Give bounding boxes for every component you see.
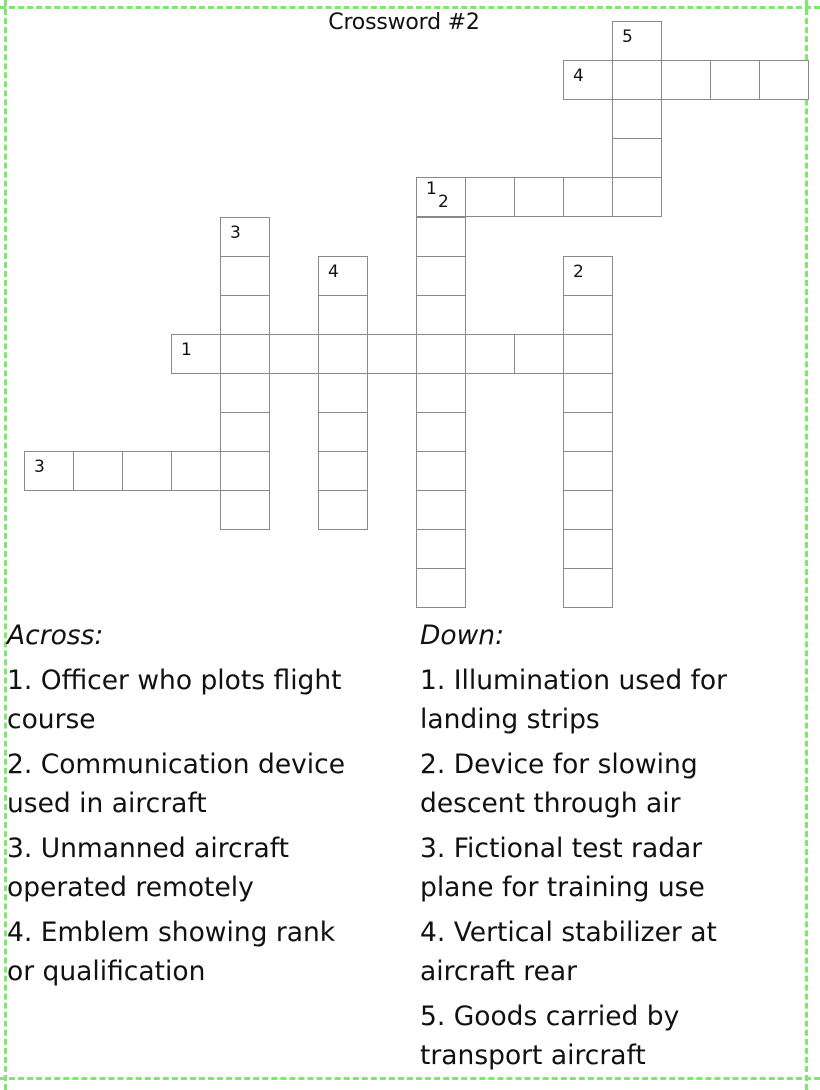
grid-cell[interactable] — [563, 60, 613, 100]
grid-cell[interactable] — [563, 529, 613, 569]
across-clue-1 — [7, 661, 402, 739]
clue-text-line: 5. Goods carried by — [420, 1001, 680, 1032]
grid-cell[interactable] — [318, 373, 368, 413]
grid-cell[interactable] — [318, 412, 368, 452]
grid-cell[interactable] — [759, 60, 809, 100]
grid-cell[interactable] — [416, 568, 466, 608]
down-clue-1 — [420, 661, 800, 739]
grid-cell[interactable] — [416, 490, 466, 530]
clue-number: 1 — [181, 340, 192, 360]
grid-cell[interactable] — [563, 451, 613, 491]
clue-text-line: 4. Emblem showing rank — [7, 917, 336, 948]
grid-cell[interactable] — [73, 451, 123, 491]
grid-cell[interactable] — [612, 138, 662, 178]
grid-cell[interactable] — [220, 217, 270, 257]
down-clue-4 — [420, 913, 800, 991]
grid-cell[interactable] — [563, 373, 613, 413]
grid-cell[interactable] — [220, 256, 270, 296]
clue-text-line: plane for training use — [420, 872, 705, 903]
clue-number: 3 — [230, 223, 241, 243]
grid-cell[interactable] — [661, 60, 711, 100]
clue-text-line: 2. Device for slowing — [420, 749, 698, 780]
grid-cell[interactable] — [416, 295, 466, 335]
grid-cell[interactable] — [220, 490, 270, 530]
clue-text-line: 3. Unmanned aircraft — [7, 833, 289, 864]
clue-number: 4 — [573, 66, 584, 86]
clue-number: 1 — [426, 179, 437, 199]
grid-cell[interactable] — [416, 177, 466, 217]
grid-cell[interactable] — [416, 451, 466, 491]
grid-cell[interactable] — [465, 334, 515, 374]
grid-cell[interactable] — [416, 412, 466, 452]
grid-cell[interactable] — [318, 334, 368, 374]
grid-cell[interactable] — [220, 334, 270, 374]
grid-cell[interactable] — [220, 412, 270, 452]
grid-cell[interactable] — [24, 451, 74, 491]
across-clues — [7, 616, 402, 997]
grid-cell[interactable] — [416, 256, 466, 296]
clue-text-line: landing strips — [420, 704, 600, 735]
down-clue-3 — [420, 829, 800, 907]
grid-cell[interactable] — [563, 256, 613, 296]
grid-cell[interactable] — [563, 568, 613, 608]
grid-cell[interactable] — [122, 451, 172, 491]
across-clue-2 — [7, 745, 402, 823]
puzzle-title-text: Crossword #2 — [328, 10, 480, 35]
grid-cell[interactable] — [416, 334, 466, 374]
grid-cell[interactable] — [171, 451, 221, 491]
clue-text-line: used in aircraft — [7, 788, 207, 819]
grid-cell[interactable] — [514, 177, 564, 217]
grid-cell[interactable] — [514, 334, 564, 374]
clue-text-line: descent through air — [420, 788, 681, 819]
grid-cell[interactable] — [220, 295, 270, 335]
down-clue-list — [420, 661, 800, 1075]
clue-number: 4 — [328, 262, 339, 282]
across-clue-4 — [7, 913, 402, 991]
clue-number: 3 — [34, 457, 45, 477]
clue-text-line: 3. Fictional test radar — [420, 833, 703, 864]
clue-text-line: aircraft rear — [420, 956, 578, 987]
grid-cell[interactable] — [318, 256, 368, 296]
grid-cell[interactable] — [416, 217, 466, 257]
grid-cell[interactable] — [269, 334, 319, 374]
down-heading: Down: — [420, 620, 505, 651]
grid-cell[interactable] — [220, 451, 270, 491]
clue-text-line: operated remotely — [7, 872, 254, 903]
across-clue-3 — [7, 829, 402, 907]
grid-cell[interactable] — [612, 99, 662, 139]
grid-cell[interactable] — [318, 451, 368, 491]
grid-cell[interactable] — [367, 334, 417, 374]
grid-cell[interactable] — [171, 334, 221, 374]
clue-text-line: or qualification — [7, 956, 206, 987]
clue-number: 2 — [438, 192, 449, 212]
grid-cell[interactable] — [612, 60, 662, 100]
grid-cell[interactable] — [612, 177, 662, 217]
grid-cell[interactable] — [416, 373, 466, 413]
grid-cell[interactable] — [563, 490, 613, 530]
clue-text-line: transport aircraft — [420, 1040, 646, 1071]
grid-cell[interactable] — [220, 373, 270, 413]
grid-cell[interactable] — [563, 177, 613, 217]
across-heading: Across: — [7, 620, 104, 651]
grid-cell[interactable] — [612, 21, 662, 61]
clue-number: 2 — [573, 262, 584, 282]
grid-cell[interactable] — [465, 177, 515, 217]
down-clue-2 — [420, 745, 800, 823]
grid-cell[interactable] — [416, 529, 466, 569]
grid-cell[interactable] — [563, 412, 613, 452]
down-clue-5 — [420, 997, 800, 1075]
down-clues — [420, 616, 800, 1081]
grid-cell[interactable] — [318, 490, 368, 530]
clue-number: 5 — [622, 27, 633, 47]
clue-text-line: 1. Illumination used for — [420, 665, 728, 696]
grid-cell[interactable] — [563, 295, 613, 335]
across-clue-list — [7, 661, 402, 991]
grid-cell[interactable] — [563, 334, 613, 374]
grid-cell[interactable] — [318, 295, 368, 335]
clue-text-line: 1. Officer who plots flight — [7, 665, 342, 696]
clue-text-line: course — [7, 704, 96, 735]
clue-text-line: 4. Vertical stabilizer at — [420, 917, 717, 948]
grid-cell[interactable] — [710, 60, 760, 100]
clue-text-line: 2. Communication device — [7, 749, 346, 780]
